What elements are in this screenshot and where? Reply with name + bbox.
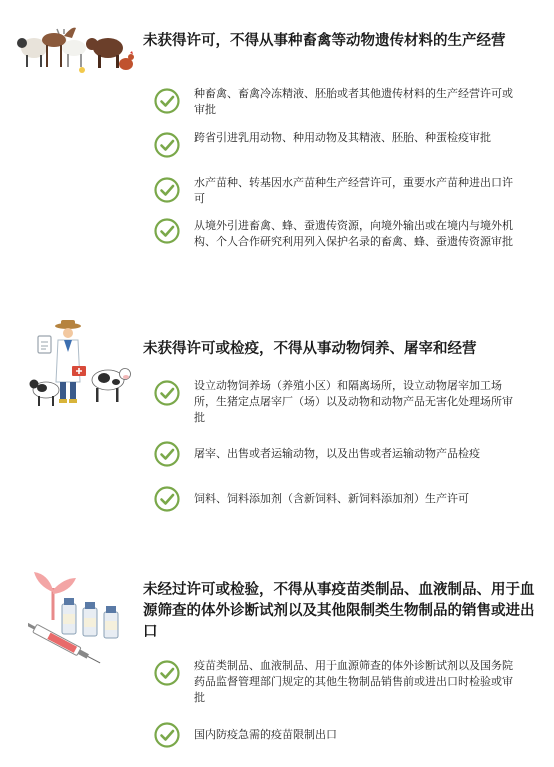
livestock-illustration [12, 18, 137, 76]
list-item-text: 水产苗种、转基因水产苗种生产经营许可，重要水产苗种进出口许可 [194, 176, 513, 205]
section-heading: 未获得许可或检疫，不得从事动物饲养、屠宰和经营 [143, 341, 477, 357]
list-item [154, 658, 544, 708]
list-item-text: 种畜禽、畜禽冷冻精液、胚胎或者其他遗传材料的生产经营许可或审批 [194, 87, 513, 116]
list-item [154, 175, 544, 209]
list-item [154, 86, 544, 120]
list-item-text: 屠宰、出售或者运输动物，以及出售或者运输动物产品检疫 [194, 447, 480, 460]
list-item [154, 441, 544, 471]
list-item-text: 国内防疫急需的疫苗限制出口 [194, 728, 337, 741]
check-circle-icon [154, 88, 180, 114]
check-circle-icon [154, 132, 180, 158]
list-item [154, 130, 544, 164]
list-item-text: 饲料、饲料添加剂（含新饲料、新饲料添加剂）生产许可 [194, 492, 469, 505]
check-circle-icon [154, 660, 180, 686]
list-item [154, 486, 544, 516]
check-circle-icon [154, 380, 180, 406]
section-heading: 未经过许可或检验，不得从事疫苗类制品、血液制品、用于血源筛查的体外诊断试剂以及其他限制类生物制品的销售或进出口 [143, 582, 535, 640]
vet-with-cows-illustration [28, 320, 133, 415]
list-item [154, 378, 544, 428]
list-item-text: 设立动物饲养场（养殖小区）和隔离场所，设立动物屠宰加工场所，生猪定点屠宰厂（场）以及动物和动物产品无害化处理场所审批 [194, 379, 513, 424]
list-item-text: 从境外引进畜禽、蜂、蚕遗传资源，向境外输出或在境内与境外机构、个人合作研究利用列入保护名录的畜禽、蜂、蚕遗传资源审批 [194, 219, 513, 248]
list-item-text: 疫苗类制品、血液制品、用于血源筛查的体外诊断试剂以及国务院药品监督管理部门规定的其他生物制品销售前或进出口时检验或审批 [194, 659, 513, 704]
check-circle-icon [154, 177, 180, 203]
check-circle-icon [154, 218, 180, 244]
check-circle-icon [154, 722, 180, 748]
check-circle-icon [154, 441, 180, 467]
vaccine-illustration [28, 560, 133, 670]
section-heading: 未获得许可，不得从事种畜禽等动物遗传材料的生产经营 [143, 33, 506, 49]
list-item-text: 跨省引进乳用动物、种用动物及其精液、胚胎、种蛋检疫审批 [194, 131, 491, 144]
check-circle-icon [154, 486, 180, 512]
list-item [154, 218, 544, 268]
list-item [154, 722, 544, 752]
